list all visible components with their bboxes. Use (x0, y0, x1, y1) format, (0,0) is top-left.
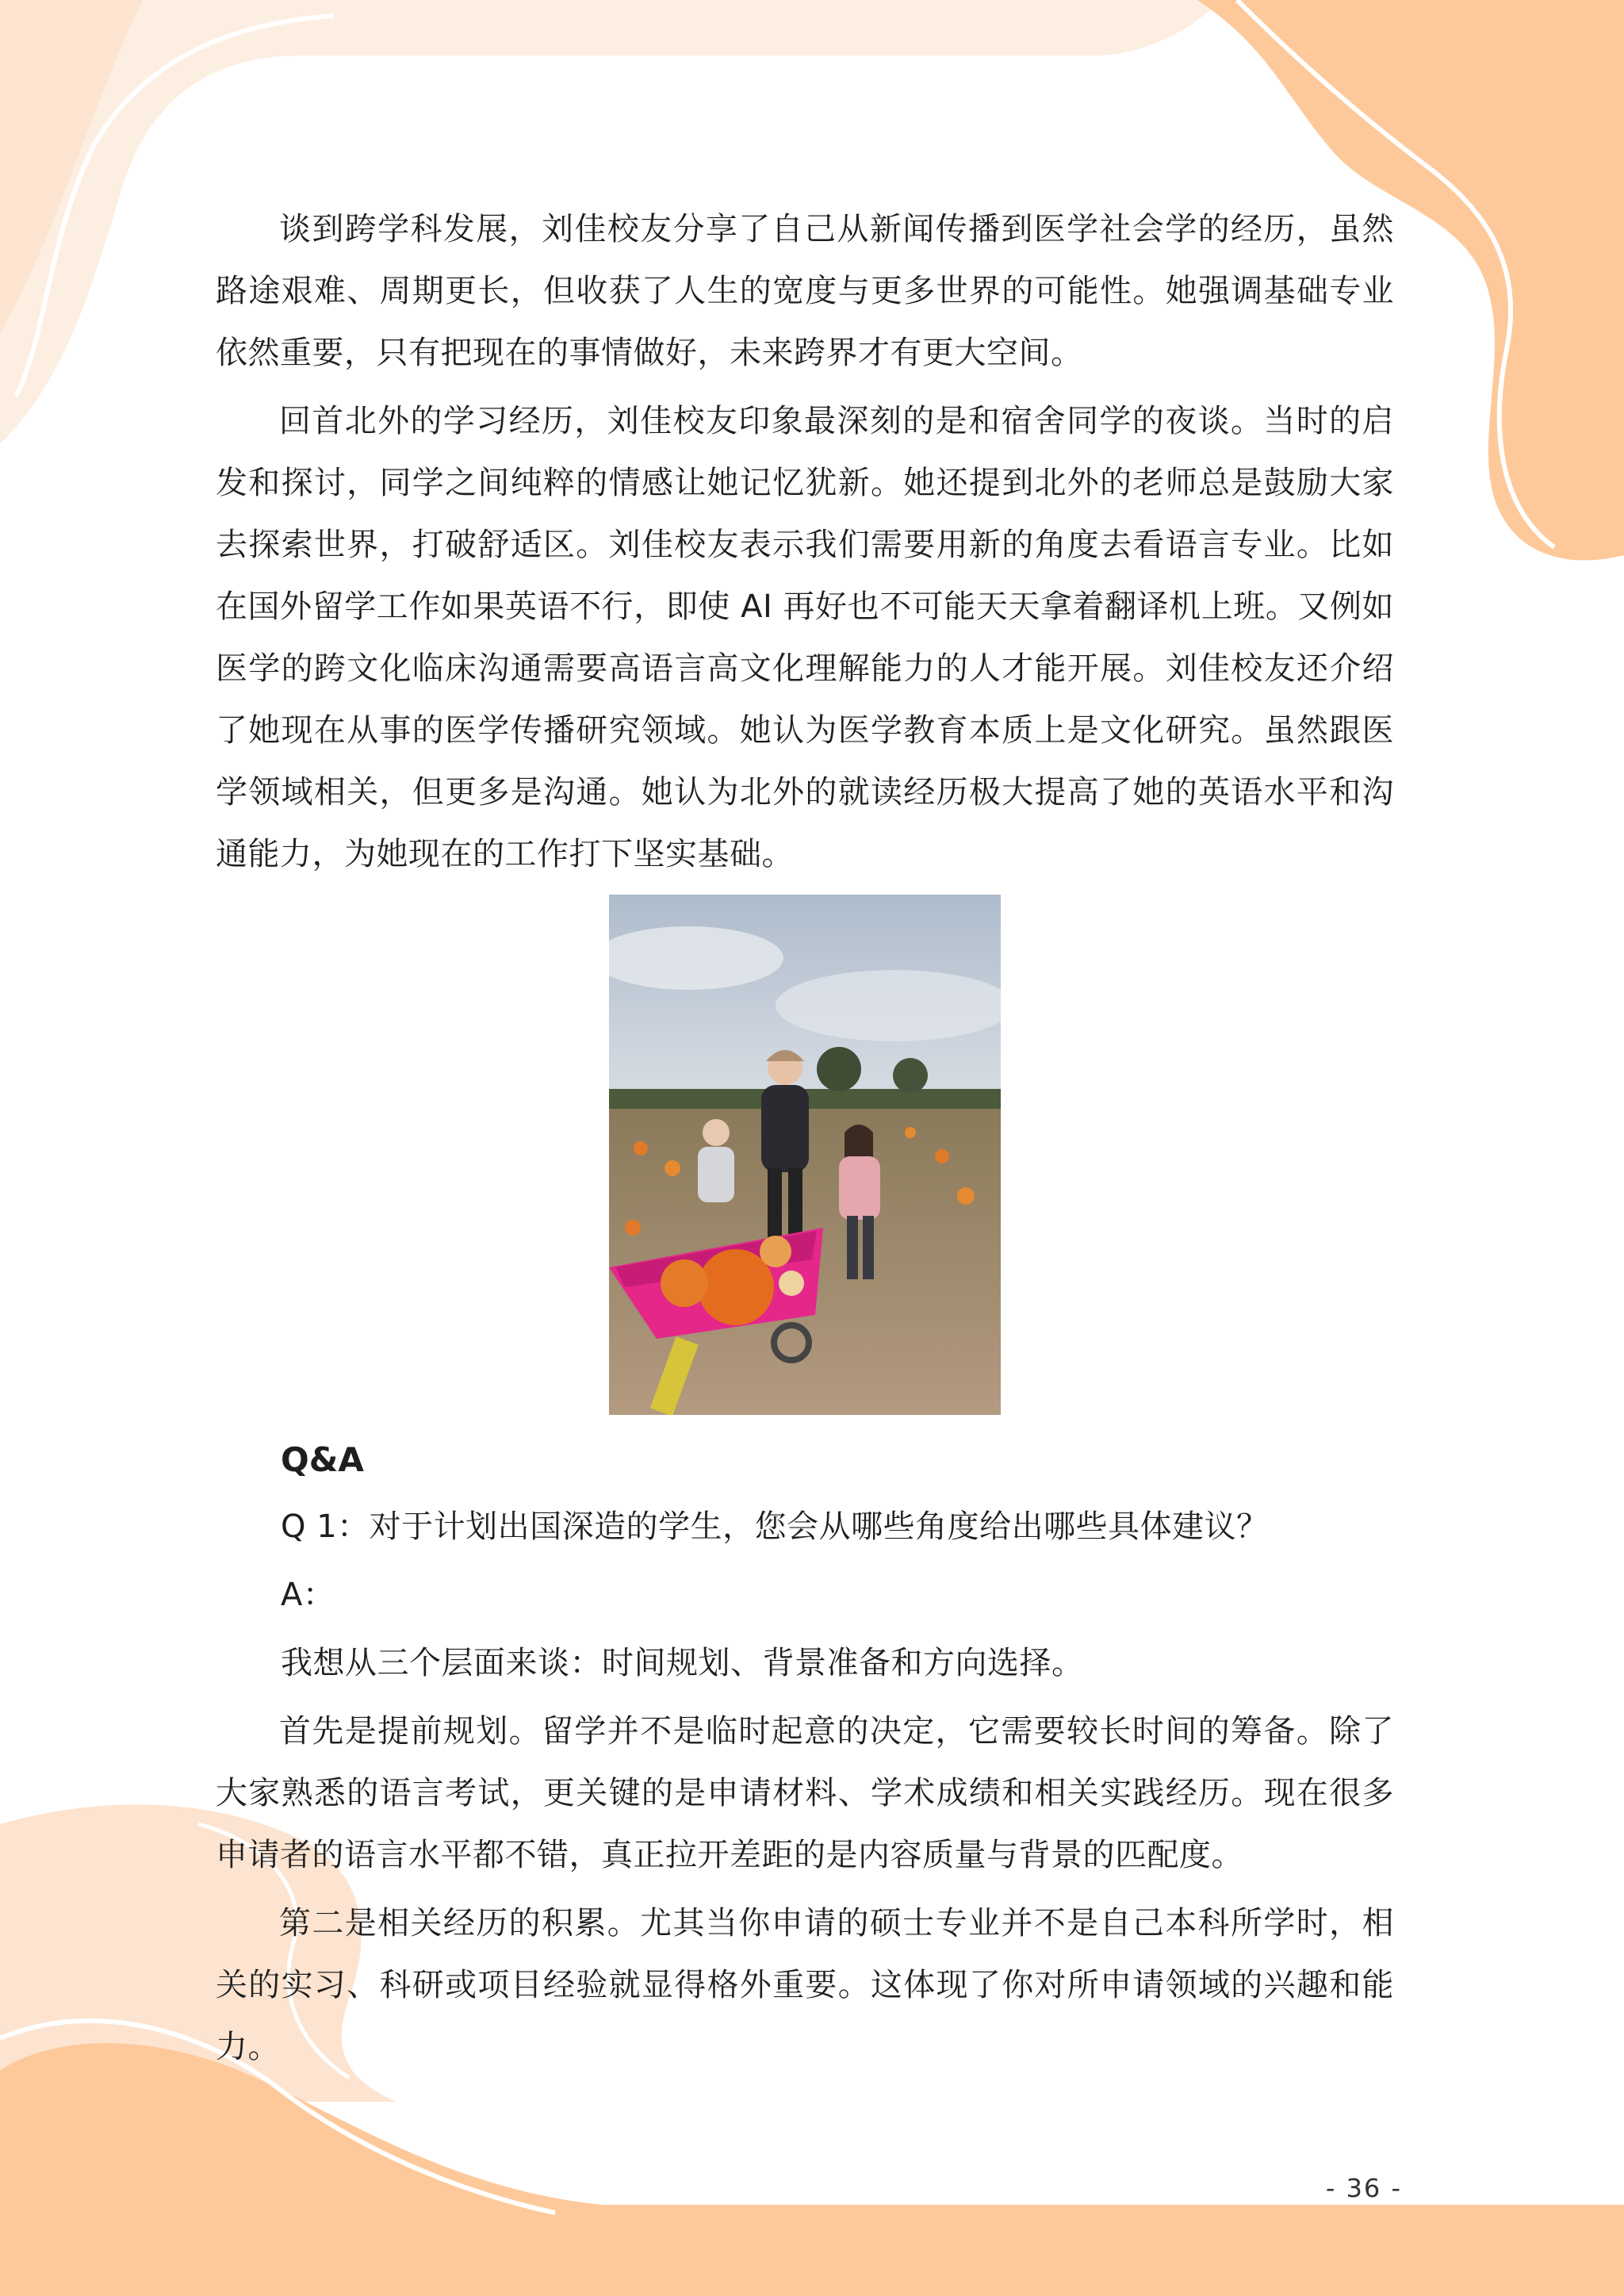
family-pumpkin-photo (609, 895, 1001, 1415)
answer-experience: 第二是相关经历的积累。尤其当你申请的硕士专业并不是自己本科所学时，相关的实习、科研或项目经验就显得格外重要。这体现了你对所申请领域的兴趣和能力。 (216, 1905, 1394, 2065)
question-1: Q 1：对于计划出国深造的学生，您会从哪些角度给出哪些具体建议？ (281, 1508, 1269, 1545)
answer-planning: 首先是提前规划。留学并不是临时起意的决定，它需要较长时间的筹备。除了大家熟悉的语言考试，更关键的是申请材料、学术成绩和相关实践经历。现在很多申请者的语言水平都不错，真正拉开差距的是内容质量与背景的匹配度。 (216, 1713, 1394, 1873)
answer-label: A： (281, 1577, 335, 1613)
answer-intro: 我想从三个层面来谈：时间规划、背景准备和方向选择。 (281, 1645, 1084, 1681)
paragraph-bfsu-memories: 回首北外的学习经历，刘佳校友印象最深刻的是和宿舍同学的夜谈。当时的启发和探讨，同学之间纯粹的情感让她记忆犹新。她还提到北外的老师总是鼓励大家去探索世界，打破舒适区。刘佳校友表示我们需要用新的角度去看语言专业。比如在国外留学工作如果英语不行，即使 AI 再好也不可能天天拿着翻译机上班。又例如医学的跨文化临床沟通需要高语言高文化理解能力的人才能开展。刘佳校友还介绍了她现在从事的医学传播研究领域。她认为医学教育本质上是文化研究。虽然跟医学领域相关，但更多是沟通。她认为北外的就读经历极大提高了她的英语水平和沟通能力，为她现在的工作打下坚实基础。 (216, 403, 1394, 872)
page-number: - 36 - (1325, 2173, 1402, 2203)
paragraph-interdisciplinary: 谈到跨学科发展，刘佳校友分享了自己从新闻传播到医学社会学的经历，虽然路途艰难、周期更长，但收获了人生的宽度与更多世界的可能性。她强调基础专业依然重要，只有把现在的事情做好，未来跨界才有更大空间。 (216, 211, 1394, 371)
qa-heading: Q&A (281, 1440, 364, 1479)
article-body (216, 198, 1394, 2084)
